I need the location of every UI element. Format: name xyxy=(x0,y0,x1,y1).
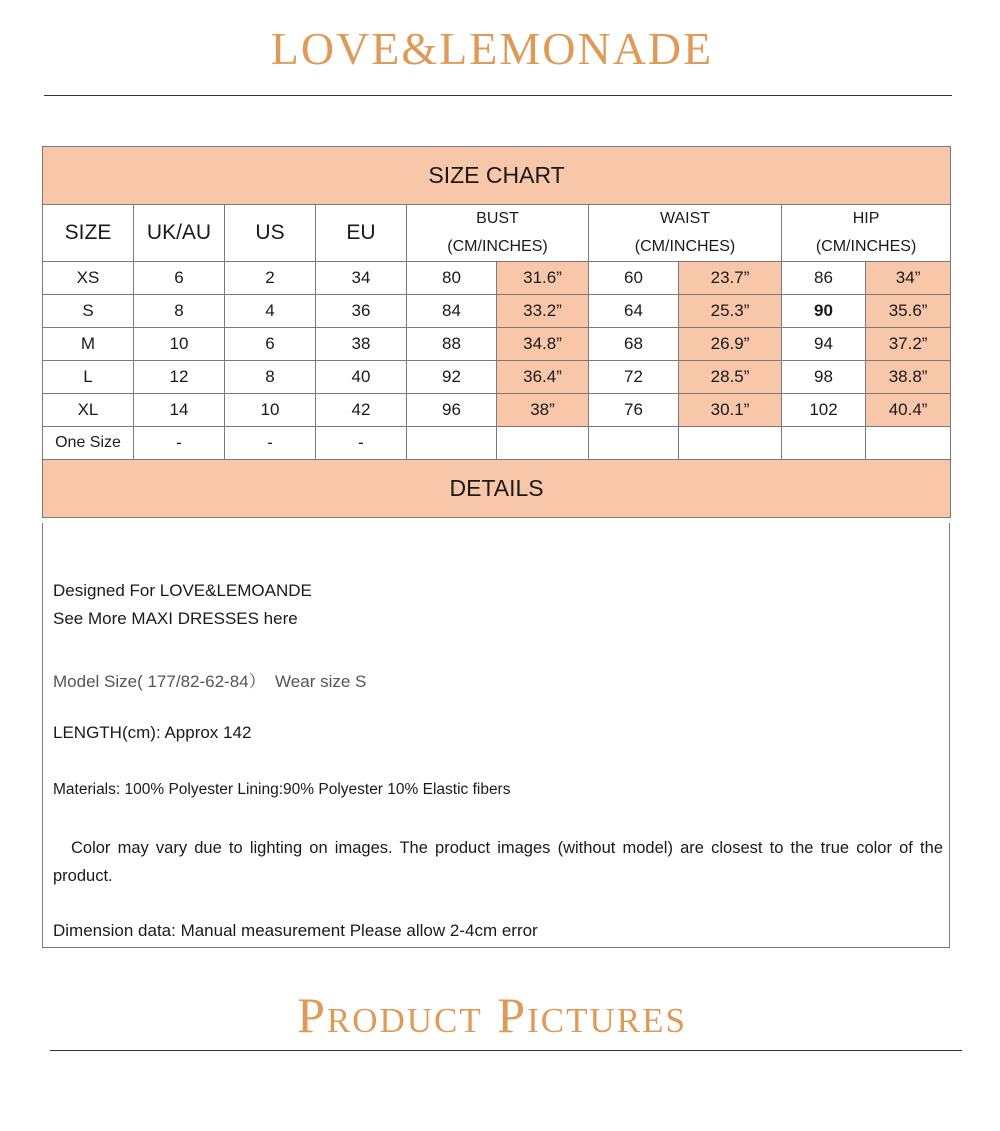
table-row xyxy=(43,361,951,394)
details-title: DETAILS xyxy=(43,460,951,518)
waist-in-cell xyxy=(679,427,782,460)
header-bust-label: BUST xyxy=(476,210,519,227)
bust-cm-cell: 80 xyxy=(407,262,497,295)
header-us: US xyxy=(225,205,316,262)
size-cell: M xyxy=(43,328,134,361)
ukau-cell: - xyxy=(134,427,225,460)
waist-cm-cell: 60 xyxy=(589,262,679,295)
size-cell: XS xyxy=(43,262,134,295)
hip-in-cell: 35.6” xyxy=(866,295,951,328)
bottom-divider xyxy=(50,1050,962,1051)
eu-cell: - xyxy=(316,427,407,460)
waist-in-cell: 23.7” xyxy=(679,262,782,295)
header-waist-unit: (CM/INCHES) xyxy=(634,238,736,255)
hip-in-cell: 34” xyxy=(866,262,951,295)
header-waist xyxy=(589,205,782,262)
waist-in-cell: 30.1” xyxy=(679,394,782,427)
header-hip-label: HIP xyxy=(852,210,880,227)
waist-cm-cell: 76 xyxy=(589,394,679,427)
header-bust xyxy=(407,205,589,262)
size-chart-table xyxy=(42,146,951,518)
hip-in-cell: 40.4” xyxy=(866,394,951,427)
header-eu: EU xyxy=(316,205,407,262)
eu-cell: 38 xyxy=(316,328,407,361)
table-row xyxy=(43,262,951,295)
waist-cm-cell: 68 xyxy=(589,328,679,361)
top-divider xyxy=(44,95,952,96)
hip-in-cell: 38.8” xyxy=(866,361,951,394)
hip-in-cell xyxy=(866,427,951,460)
ukau-cell: 12 xyxy=(134,361,225,394)
eu-cell: 42 xyxy=(316,394,407,427)
eu-cell: 34 xyxy=(316,262,407,295)
bust-cm-cell xyxy=(407,427,497,460)
us-cell: 6 xyxy=(225,328,316,361)
table-row xyxy=(43,394,951,427)
bust-in-cell xyxy=(497,427,589,460)
hip-cm-cell: 86 xyxy=(782,262,866,295)
header-waist-label: WAIST xyxy=(659,210,711,227)
header-hip xyxy=(782,205,951,262)
header-bust-unit: (CM/INCHES) xyxy=(447,238,548,255)
waist-in-cell: 28.5” xyxy=(679,361,782,394)
model-size-text: Model Size( 177/82-62-84） Wear size S xyxy=(53,672,367,691)
bust-cm-cell: 88 xyxy=(407,328,497,361)
see-more-link[interactable]: See More MAXI DRESSES here xyxy=(53,609,298,628)
hip-cm-cell: 102 xyxy=(782,394,866,427)
size-cell: XL xyxy=(43,394,134,427)
eu-cell: 40 xyxy=(316,361,407,394)
hip-cm-cell xyxy=(782,427,866,460)
length-text: LENGTH(cm): Approx 142 xyxy=(53,723,252,742)
ukau-cell: 6 xyxy=(134,262,225,295)
table-row xyxy=(43,295,951,328)
size-chart-title: SIZE CHART xyxy=(43,147,951,205)
hip-cm-cell: 90 xyxy=(782,295,866,328)
bust-in-cell: 36.4” xyxy=(497,361,589,394)
size-cell: L xyxy=(43,361,134,394)
brand-title: LOVE&LEMONADE xyxy=(270,23,714,74)
designed-for-text: Designed For LOVE&LEMOANDE xyxy=(53,581,312,600)
table-row xyxy=(43,427,951,460)
ukau-cell: 14 xyxy=(134,394,225,427)
waist-cm-cell xyxy=(589,427,679,460)
header-size: SIZE xyxy=(43,205,134,262)
bust-cm-cell: 84 xyxy=(407,295,497,328)
hip-cm-cell: 94 xyxy=(782,328,866,361)
bust-in-cell: 33.2” xyxy=(497,295,589,328)
ukau-cell: 10 xyxy=(134,328,225,361)
product-pictures-title: Product Pictures xyxy=(297,987,687,1043)
waist-cm-cell: 72 xyxy=(589,361,679,394)
header-ukau: UK/AU xyxy=(134,205,225,262)
size-cell: S xyxy=(43,295,134,328)
hip-in-cell: 37.2” xyxy=(866,328,951,361)
waist-in-cell: 25.3” xyxy=(679,295,782,328)
size-chart-header-row xyxy=(43,205,951,262)
bust-in-cell: 34.8” xyxy=(497,328,589,361)
hip-cm-cell: 98 xyxy=(782,361,866,394)
us-cell: 10 xyxy=(225,394,316,427)
table-row xyxy=(43,328,951,361)
us-cell: - xyxy=(225,427,316,460)
bust-in-cell: 38” xyxy=(497,394,589,427)
waist-cm-cell: 64 xyxy=(589,295,679,328)
bust-in-cell: 31.6” xyxy=(497,262,589,295)
materials-text: Materials: 100% Polyester Lining:90% Polyester 10% Elastic fibers xyxy=(53,781,511,798)
us-cell: 2 xyxy=(225,262,316,295)
header-hip-unit: (CM/INCHES) xyxy=(815,238,917,255)
ukau-cell: 8 xyxy=(134,295,225,328)
dimension-note-text: Dimension data: Manual measurement Please allow 2-4cm error xyxy=(53,921,538,940)
us-cell: 8 xyxy=(225,361,316,394)
waist-in-cell: 26.9” xyxy=(679,328,782,361)
size-cell: One Size xyxy=(43,427,134,460)
color-note-text: Color may vary due to lighting on images. The product images (without model) are closest to the true color of the product. xyxy=(53,839,943,885)
bust-cm-cell: 92 xyxy=(407,361,497,394)
eu-cell: 36 xyxy=(316,295,407,328)
details-panel xyxy=(42,523,950,948)
bust-cm-cell: 96 xyxy=(407,394,497,427)
us-cell: 4 xyxy=(225,295,316,328)
